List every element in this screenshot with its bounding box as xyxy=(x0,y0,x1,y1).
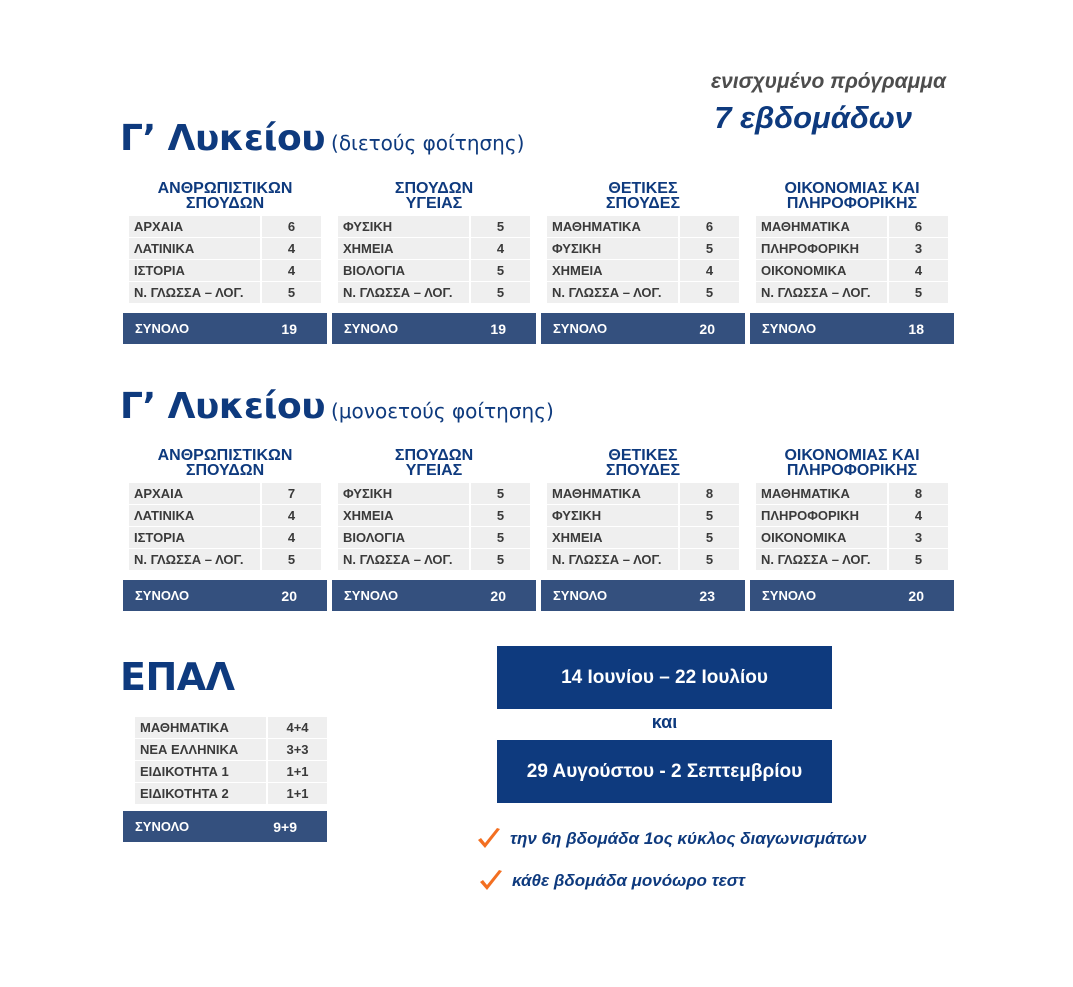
subject-row xyxy=(547,282,739,303)
total-bar xyxy=(123,313,327,344)
subject-hours: 4 xyxy=(262,238,321,259)
total-value: 18 xyxy=(908,320,924,337)
track-title xyxy=(332,443,536,483)
section-title-two-year xyxy=(120,118,524,159)
subject-name: Ν. ΓΛΩΣΣΑ – ΛΟΓ. xyxy=(129,282,260,303)
subject-hours: 3+3 xyxy=(268,739,327,760)
subject-name: ΦΥΣΙΚΗ xyxy=(547,238,678,259)
subject-name: ΦΥΣΙΚΗ xyxy=(338,216,469,237)
subject-hours: 5 xyxy=(471,282,530,303)
subject-hours: 5 xyxy=(471,216,530,237)
checkmark-icon xyxy=(476,826,502,852)
subject-name: ΧΗΜΕΙΑ xyxy=(547,260,678,281)
track-card xyxy=(750,176,954,344)
subject-row xyxy=(756,238,948,259)
subject-name: ΒΙΟΛΟΓΙΑ xyxy=(338,527,469,548)
track-title-line-1: ΟΙΚΟΝΟΜΙΑΣ ΚΑΙ xyxy=(784,180,920,197)
subject-hours: 4 xyxy=(889,505,948,526)
subject-row xyxy=(338,260,530,281)
track-title-line-1: ΘΕΤΙΚΕΣ xyxy=(608,447,678,464)
subject-name: Ν. ΓΛΩΣΣΑ – ΛΟΓ. xyxy=(338,549,469,570)
subject-hours: 5 xyxy=(471,549,530,570)
subject-name: ΜΑΘΗΜΑΤΙΚΑ xyxy=(547,216,678,237)
subject-row xyxy=(129,238,321,259)
subject-row xyxy=(547,238,739,259)
subject-name: Ν. ΓΛΩΣΣΑ – ΛΟΓ. xyxy=(338,282,469,303)
section-title-text: Γ’ Λυκείου xyxy=(120,118,326,159)
subject-hours: 4 xyxy=(262,260,321,281)
subject-hours: 4 xyxy=(680,260,739,281)
total-label: ΣΥΝΟΛΟ xyxy=(135,819,190,834)
subject-hours: 1+1 xyxy=(268,761,327,782)
subject-name: ΠΛΗΡΟΦΟΡΙΚΗ xyxy=(756,505,887,526)
subject-hours: 5 xyxy=(471,260,530,281)
subject-hours: 3 xyxy=(889,238,948,259)
subject-hours: 1+1 xyxy=(268,783,327,804)
subject-row xyxy=(338,216,530,237)
track-title xyxy=(541,443,745,483)
total-label: ΣΥΝΟΛΟ xyxy=(553,588,608,603)
subject-row xyxy=(135,739,327,760)
subject-hours: 5 xyxy=(680,505,739,526)
track-title xyxy=(123,176,327,216)
total-label: ΣΥΝΟΛΟ xyxy=(135,588,190,603)
subject-list xyxy=(547,483,739,570)
subject-name: ΧΗΜΕΙΑ xyxy=(338,238,469,259)
note-text: την 6η βδομάδα 1ος κύκλος διαγωνισμάτων xyxy=(510,829,867,848)
total-value: 23 xyxy=(699,587,715,604)
subject-hours: 5 xyxy=(680,238,739,259)
subject-list xyxy=(547,216,739,303)
track-card xyxy=(750,443,954,611)
track-title-line-2: ΥΓΕΙΑΣ xyxy=(405,462,463,479)
subject-row xyxy=(129,216,321,237)
subject-name: ΧΗΜΕΙΑ xyxy=(547,527,678,548)
subject-name: ΜΑΘΗΜΑΤΙΚΑ xyxy=(547,483,678,504)
subject-name: Ν. ΓΛΩΣΣΑ – ΛΟΓ. xyxy=(756,549,887,570)
total-value: 19 xyxy=(490,320,506,337)
subject-hours: 8 xyxy=(889,483,948,504)
subject-row xyxy=(338,282,530,303)
subject-row xyxy=(129,505,321,526)
track-title-line-2: ΣΠΟΥΔΩΝ xyxy=(185,462,265,479)
track-title-line-1: ΣΠΟΥΔΩΝ xyxy=(394,180,474,197)
section-title-one-year xyxy=(120,386,554,427)
note-first-exam-cycle xyxy=(476,826,866,852)
section-subtitle: (διετούς φοίτησης) xyxy=(331,131,525,155)
track-title-line-2: ΣΠΟΥΔΩΝ xyxy=(185,195,265,212)
total-bar xyxy=(541,580,745,611)
total-value: 20 xyxy=(699,320,715,337)
track-title-line-2: ΥΓΕΙΑΣ xyxy=(405,195,463,212)
subject-hours: 4 xyxy=(471,238,530,259)
subject-name: ΒΙΟΛΟΓΙΑ xyxy=(338,260,469,281)
subject-name: ΙΣΤΟΡΙΑ xyxy=(129,260,260,281)
subject-row xyxy=(338,238,530,259)
subject-hours: 5 xyxy=(680,282,739,303)
subject-name: ΜΑΘΗΜΑΤΙΚΑ xyxy=(756,216,887,237)
subject-row xyxy=(547,483,739,504)
subject-row xyxy=(338,527,530,548)
track-card xyxy=(541,443,745,611)
subject-row xyxy=(756,505,948,526)
track-title-line-2: ΠΛΗΡΟΦΟΡΙΚΗΣ xyxy=(786,195,918,212)
subject-row xyxy=(338,549,530,570)
date-period-1: 14 Ιουνίου – 22 Ιουλίου xyxy=(497,646,832,709)
track-card xyxy=(123,176,327,344)
total-label: ΣΥΝΟΛΟ xyxy=(762,588,817,603)
note-text: κάθε βδομάδα μονόωρο τεστ xyxy=(512,871,745,890)
total-bar xyxy=(541,313,745,344)
subject-name: Ν. ΓΛΩΣΣΑ – ΛΟΓ. xyxy=(129,549,260,570)
subject-name: ΑΡΧΑΙΑ xyxy=(129,483,260,504)
subject-row xyxy=(547,260,739,281)
subject-hours: 8 xyxy=(680,483,739,504)
track-title xyxy=(750,176,954,216)
subject-name: Ν. ΓΛΩΣΣΑ – ΛΟΓ. xyxy=(547,282,678,303)
subject-name: ΑΡΧΑΙΑ xyxy=(129,216,260,237)
subject-hours: 5 xyxy=(471,527,530,548)
subject-name: Ν. ΓΛΩΣΣΑ – ΛΟΓ. xyxy=(547,549,678,570)
subject-row xyxy=(756,527,948,548)
subject-hours: 5 xyxy=(262,549,321,570)
subject-row xyxy=(135,761,327,782)
subject-list xyxy=(338,216,530,303)
subject-hours: 5 xyxy=(471,505,530,526)
epal-subject-list xyxy=(135,717,327,805)
subject-name: ΟΙΚΟΝΟΜΙΚΑ xyxy=(756,260,887,281)
promo-subtitle: ενισχυμένο πρόγραμμα xyxy=(711,70,946,93)
total-bar xyxy=(750,313,954,344)
subject-hours: 5 xyxy=(680,549,739,570)
subject-list xyxy=(756,216,948,303)
section-subtitle: (μονοετούς φοίτησης) xyxy=(331,399,554,423)
subject-row xyxy=(547,505,739,526)
total-bar xyxy=(123,580,327,611)
subject-list xyxy=(129,216,321,303)
subject-hours: 4+4 xyxy=(268,717,327,738)
subject-name: ΕΙΔΙΚΟΤΗΤΑ 2 xyxy=(135,783,266,804)
subject-name: ΦΥΣΙΚΗ xyxy=(547,505,678,526)
subject-list xyxy=(756,483,948,570)
subject-name: ΙΣΤΟΡΙΑ xyxy=(129,527,260,548)
subject-name: ΧΗΜΕΙΑ xyxy=(338,505,469,526)
subject-name: ΝΕΑ ΕΛΛΗΝΙΚΑ xyxy=(135,739,266,760)
subject-hours: 7 xyxy=(262,483,321,504)
track-title xyxy=(332,176,536,216)
subject-row xyxy=(547,527,739,548)
note-weekly-test xyxy=(478,868,745,894)
track-title xyxy=(750,443,954,483)
subject-row xyxy=(338,483,530,504)
subject-hours: 5 xyxy=(889,282,948,303)
subject-row xyxy=(135,717,327,738)
track-card xyxy=(332,176,536,344)
subject-row xyxy=(756,282,948,303)
total-bar xyxy=(332,580,536,611)
subject-hours: 6 xyxy=(680,216,739,237)
total-value: 20 xyxy=(281,587,297,604)
track-title-line-1: ΑΝΘΡΩΠΙΣΤΙΚΩΝ xyxy=(157,447,293,464)
track-card xyxy=(123,443,327,611)
subject-list xyxy=(129,483,321,570)
subject-hours: 5 xyxy=(889,549,948,570)
subject-row xyxy=(756,549,948,570)
track-title-line-2: ΣΠΟΥΔΕΣ xyxy=(605,195,681,212)
track-title-line-2: ΠΛΗΡΟΦΟΡΙΚΗΣ xyxy=(786,462,918,479)
total-bar xyxy=(332,313,536,344)
total-value: 19 xyxy=(281,320,297,337)
subject-hours: 5 xyxy=(680,527,739,548)
track-title-line-1: ΘΕΤΙΚΕΣ xyxy=(608,180,678,197)
total-label: ΣΥΝΟΛΟ xyxy=(762,321,817,336)
subject-hours: 4 xyxy=(889,260,948,281)
subject-row xyxy=(756,483,948,504)
subject-name: ΜΑΘΗΜΑΤΙΚΑ xyxy=(756,483,887,504)
subject-name: ΛΑΤΙΝΙΚΑ xyxy=(129,238,260,259)
subject-row xyxy=(547,216,739,237)
subject-hours: 3 xyxy=(889,527,948,548)
subject-row xyxy=(135,783,327,804)
subject-hours: 6 xyxy=(262,216,321,237)
subject-name: ΕΙΔΙΚΟΤΗΤΑ 1 xyxy=(135,761,266,782)
total-value: 20 xyxy=(490,587,506,604)
track-title xyxy=(123,443,327,483)
subject-name: Ν. ΓΛΩΣΣΑ – ΛΟΓ. xyxy=(756,282,887,303)
subject-row xyxy=(129,527,321,548)
subject-row xyxy=(129,549,321,570)
subject-list xyxy=(338,483,530,570)
date-period-2: 29 Αυγούστου - 2 Σεπτεμβρίου xyxy=(497,740,832,803)
subject-name: ΠΛΗΡΟΦΟΡΙΚΗ xyxy=(756,238,887,259)
subject-name: ΦΥΣΙΚΗ xyxy=(338,483,469,504)
subject-hours: 5 xyxy=(262,282,321,303)
subject-name: ΟΙΚΟΝΟΜΙΚΑ xyxy=(756,527,887,548)
subject-hours: 4 xyxy=(262,505,321,526)
subject-row xyxy=(547,549,739,570)
track-title xyxy=(541,176,745,216)
track-title-line-1: ΟΙΚΟΝΟΜΙΑΣ ΚΑΙ xyxy=(784,447,920,464)
track-title-line-2: ΣΠΟΥΔΕΣ xyxy=(605,462,681,479)
checkmark-icon xyxy=(478,868,504,894)
track-title-line-1: ΑΝΘΡΩΠΙΣΤΙΚΩΝ xyxy=(157,180,293,197)
total-bar xyxy=(750,580,954,611)
section-title-text: Γ’ Λυκείου xyxy=(120,386,326,427)
track-card xyxy=(541,176,745,344)
total-label: ΣΥΝΟΛΟ xyxy=(553,321,608,336)
subject-row xyxy=(756,260,948,281)
total-label: ΣΥΝΟΛΟ xyxy=(344,321,399,336)
date-connector: και xyxy=(651,712,678,732)
subject-hours: 4 xyxy=(262,527,321,548)
subject-row xyxy=(338,505,530,526)
subject-row xyxy=(129,483,321,504)
subject-row xyxy=(129,260,321,281)
subject-name: ΛΑΤΙΝΙΚΑ xyxy=(129,505,260,526)
total-label: ΣΥΝΟΛΟ xyxy=(135,321,190,336)
epal-title: ΕΠΑΛ xyxy=(120,655,235,699)
track-card xyxy=(332,443,536,611)
total-value: 9+9 xyxy=(273,818,297,835)
subject-name: ΜΑΘΗΜΑΤΙΚΑ xyxy=(135,717,266,738)
total-label: ΣΥΝΟΛΟ xyxy=(344,588,399,603)
subject-hours: 5 xyxy=(471,483,530,504)
track-title-line-1: ΣΠΟΥΔΩΝ xyxy=(394,447,474,464)
promo-weeks: 7 εβδομάδων xyxy=(714,100,912,135)
subject-row xyxy=(756,216,948,237)
epal-total-bar xyxy=(123,811,327,842)
subject-row xyxy=(129,282,321,303)
subject-hours: 6 xyxy=(889,216,948,237)
total-value: 20 xyxy=(908,587,924,604)
